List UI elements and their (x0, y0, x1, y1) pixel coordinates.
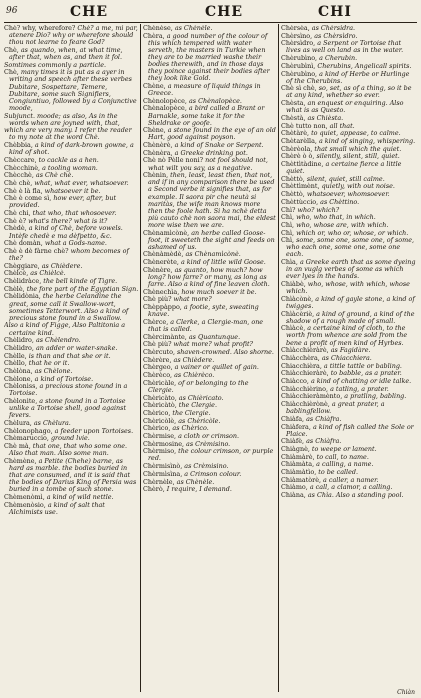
entry-definition: the fore part of the Egyptian Sign. (26, 284, 139, 293)
entry-headword: Chè è là fla, (4, 186, 45, 195)
entry-headword: Chèricòlè, (143, 416, 179, 425)
entry-definition: as quanto, how much? how long? how farre? or many, as long as farre. Also a kind of fine leaven cloth. (148, 265, 270, 288)
entry-headword: Chènèse, (143, 25, 175, 32)
entry-headword: Chèlidràce, (4, 277, 44, 286)
entry-headword: Chì, (281, 236, 297, 245)
entry-definition: what a Gods-name. (44, 239, 107, 248)
entry-definition: that one, that who some one. Also that man. Also some man. (9, 442, 128, 458)
entry-definition: a kind of wild nettle. (46, 492, 114, 501)
entry-headword: Chè nò Pèlle noni? (143, 156, 206, 165)
dictionary-entry (4, 398, 139, 419)
entry-definition: as Chènèle. (176, 477, 215, 486)
entry-headword: Chèlidro, (4, 343, 36, 352)
entry-headword: Chènalopèce, (143, 104, 189, 113)
entry-headword: Chèrmosine, (143, 439, 187, 448)
entry-definition: the herbe Celandine the great, some call it Swallow-wort, sometimes Tetterwort. Also a kind of precious stone found in a Swallow. (9, 292, 129, 322)
dictionary-entry (4, 458, 139, 493)
entry-definition: an adder or water-snake. (35, 343, 118, 352)
entry-headword: Chèrè ò ò, (281, 152, 317, 161)
entry-headword: Chèlè, (4, 284, 27, 293)
entry-headword: Chènolopèce, (143, 96, 189, 105)
entry-headword: Chì, (281, 228, 297, 237)
entry-headword: Chè mà, (4, 442, 33, 451)
dictionary-entry (281, 71, 417, 85)
entry-definition: as Chèrico. (172, 424, 209, 433)
entry-definition: the colour crimson, or purple red. (148, 447, 274, 463)
entry-headword: Chèrubìno, (281, 54, 320, 63)
entry-headword: Chìàcchièràrè, (281, 346, 331, 355)
entry-definition: as Chièdere. (173, 355, 215, 364)
dictionary-entry (281, 259, 417, 280)
entry-definition: as Chièricato. (178, 393, 224, 402)
dictionary-entry (281, 161, 417, 175)
entry-definition: a kind of salt that Alchimists use. (9, 500, 105, 516)
entry-definition: a Clerke, a Clergie-man, one that is called. (148, 317, 264, 333)
entry-headword: Chènèrè, (143, 141, 175, 150)
entry-definition: a Petite (Chehe) barne, as hard as marble. the bodies buried in that are consumed, and it is said that the bodies of Darius King of Persia was buried in a tombe of such stone. (9, 456, 137, 494)
dictionary-entry (143, 304, 276, 318)
entry-definition: a kind of singing, whispering. (318, 136, 416, 145)
entry-headword: Chèricàle, (143, 378, 179, 387)
entry-headword: Chèccare, (4, 155, 39, 164)
entry-headword: Chèstà, (281, 113, 308, 122)
entry-definition: as Chèlendro. (35, 336, 81, 345)
entry-headword: Chèlura, (4, 418, 34, 427)
entry-headword: Chècchinè, (4, 163, 43, 172)
entry-headword: Chèrsìno, (281, 31, 315, 40)
entry-headword: Chiàcchièrònè, (281, 400, 332, 409)
entry-definition: as quando, when, at what time, after that, when as, and then it fol. (9, 45, 123, 61)
entry-definition: as Crèmisino. (184, 462, 229, 471)
dictionary-entry (281, 401, 417, 415)
entry-headword: Chè, (4, 45, 21, 54)
entry-definition: a pratling, babling. (344, 392, 407, 401)
entry-definition: a certaine kind of cloth, to the worth from whence are sold from the bene a profit of men kind of Hyrbes. (286, 324, 408, 347)
column-2 (143, 25, 276, 690)
entry-headword: Chè domàn, (4, 239, 45, 248)
entry-headword: Chèlonite, (4, 397, 40, 406)
entry-headword: Chèrèco, (143, 371, 175, 380)
dictionary-entry (4, 322, 139, 336)
entry-definition: all that. (329, 121, 355, 130)
dictionary-entry (281, 325, 417, 346)
page-header (0, 0, 421, 22)
entry-headword: Chè tutto non, (281, 121, 330, 130)
dictionary-entry (4, 502, 139, 516)
entry-headword: Chè chi, (4, 209, 33, 218)
entry-headword: Chènère, (143, 265, 175, 274)
dictionary-entry (4, 248, 139, 262)
entry-headword: Chèrce, (143, 317, 171, 326)
entry-headword: Chè è come sì, (4, 194, 54, 203)
entry-headword: Chiàcco, (281, 377, 311, 385)
entry-definition: a kind of ground, a kind of the shadow of a rough made of small. (286, 309, 415, 325)
entry-definition: as Chèricòle. (178, 416, 221, 425)
entry-headword: Chì, (281, 213, 297, 222)
dictionary-entry (4, 195, 139, 209)
entry-headword: Chè più? (143, 340, 174, 349)
entry-definition: who, whose are, with which. (296, 220, 389, 229)
entry-headword: Chèmenòmì, (4, 492, 47, 501)
entry-headword: Chèrò, (143, 485, 167, 494)
entry-headword: Chèrsìdro, (281, 39, 318, 48)
entry-headword: Chèmaruccio, (4, 434, 51, 443)
entry-headword: Chèttùccio, (281, 197, 321, 206)
entry-headword: Chèttìmènt, (281, 182, 322, 191)
dictionary-entry (143, 380, 276, 394)
entry-definition: a cloth or crimson. (178, 431, 240, 440)
entry-definition: a call, a clamor, a calling. (309, 483, 393, 492)
entry-definition: whatsoever it be. (44, 186, 101, 195)
entry-headword: Chène, (143, 81, 168, 90)
entry-headword: Chiàgnè, (281, 445, 312, 453)
entry-definition: to quiet, appease, to calme. (311, 129, 401, 138)
entry-definition: a kind of fish called the Sole or Plaice. (286, 422, 414, 438)
entry-headword: Chiàfera, (281, 422, 313, 431)
entry-definition: a measure of liquid things in Greece. (148, 81, 261, 98)
entry-definition: as Chèttino. (320, 197, 360, 206)
running-head-3: CHI (318, 4, 352, 20)
entry-headword: Chèrère, (143, 355, 174, 364)
dictionary-entry (4, 383, 139, 397)
entry-headword: Chèrubìnì, (281, 61, 318, 70)
dictionary-entry (143, 105, 276, 126)
entry-definition: as Chiàfra. (306, 437, 342, 446)
entry-definition: an enquest or enquiring. Also what is as Questo. (286, 99, 404, 115)
dictionary-entry (143, 267, 276, 288)
entry-definition: then, least, least then, that not, and if in any comparison there be used a Second verbe it signifies that, as for example. Il saora pir che neutà si maritàs, the wife man knows more then the foole hath. Si ha nchè detta più cauto chè non saora mai, the eldest more wise then we are. (148, 171, 276, 229)
dictionary-entry (143, 230, 276, 251)
entry-headword: Chèmène, (4, 456, 39, 465)
entry-definition: Somtimes commonly a particle. (4, 60, 107, 69)
entry-headword: Chiàmàrè, (281, 452, 317, 461)
entry-headword: Chè più? (143, 295, 174, 304)
entry-definition: as Chièlcè. (30, 269, 66, 278)
entry-definition: what more? (173, 295, 212, 304)
entry-headword: Chèppàppo, (143, 303, 184, 312)
entry-headword: Chiàfa, (281, 414, 307, 423)
dictionary-entry (143, 33, 276, 83)
entry-headword: Chiàfè, (281, 437, 307, 446)
entry-headword: Chèlle, (4, 351, 29, 360)
entry-headword: Chiàmàta, (281, 460, 317, 469)
catchword: Chiàn (397, 689, 415, 696)
dictionary-entry (143, 319, 276, 333)
entry-definition: that who, that whosoever. (32, 209, 117, 218)
entry-headword: Chiàmàtìo, (281, 468, 319, 477)
column-3 (281, 25, 417, 690)
entry-headword: Chèrgeo, (143, 363, 175, 372)
entry-definition: as Chè chè. (35, 171, 74, 180)
dictionary-entry (281, 85, 417, 99)
entry-headword: Chènàmèdè, (143, 250, 186, 259)
dictionary-entry (281, 281, 417, 295)
entry-definition: to babble, as a prater. (330, 369, 402, 378)
entry-definition: Subjunct. moode; as also, As in the words when are joyned with, that, (4, 111, 120, 127)
entry-definition: a Cherubin. (319, 54, 358, 63)
dictionary-entry (4, 47, 139, 61)
dictionary-entry (4, 443, 139, 457)
entry-headword: Chèloniss, (4, 382, 40, 391)
entry-headword: Chèlonophago, (4, 426, 55, 435)
entry-headword: Chiàcchieràrè, (281, 369, 331, 378)
entry-definition: a tittle tattle or babling. (323, 361, 402, 370)
entry-headword: Chì, (281, 220, 297, 229)
entry-definition: which or, who or, whose, or which. (296, 228, 409, 237)
entry-definition: a kind of Herbe or Hurlinge of the Cherubins. (286, 69, 410, 85)
entry-definition: a Greeke drinking pot. (174, 148, 248, 157)
entry-definition: as Chiàfra. (306, 414, 342, 423)
entry-definition: what, what ever, whatsoever. (34, 178, 129, 187)
entry-definition: Chè? a me, mi par, atenere Dio? why or wherefore should thou not learne to feare God? (9, 25, 138, 47)
entry-headword: Chènèra, (143, 148, 175, 157)
entry-definition: to weepe or lament. (311, 445, 377, 453)
page-number: 96 (6, 6, 18, 16)
entry-definition: as Chènalopèce. (188, 96, 242, 105)
entry-headword: Chiacchièra, (281, 361, 324, 370)
entry-headword: Chèllo, (4, 359, 29, 368)
entry-headword: Chìàcè, (281, 324, 308, 333)
entry-headword: Chè? why, wherefore? (4, 25, 78, 32)
entry-headword: Chènin, (143, 171, 171, 180)
entry-headword: Chèrico, (143, 424, 173, 433)
dictionary-entry (281, 424, 417, 438)
entry-definition: a kind of Tortoise. (34, 374, 94, 383)
entry-headword: Chènerète, (143, 258, 181, 267)
entry-definition: a kind of gayle stone, a kind of twigges. (286, 294, 415, 310)
entry-definition: I require, I demand. (166, 485, 232, 494)
dictionary-entry (143, 486, 276, 493)
entry-headword: Chèrmise, (143, 431, 179, 440)
dictionary-entry (281, 311, 417, 325)
entry-definition: which are very many. I refer the reader to my note at the word Chè. (4, 126, 132, 142)
entry-definition: as Chiacchiera. (321, 353, 372, 362)
entry-definition: as Fagidàre. (330, 346, 371, 355)
dictionary-entry (143, 127, 276, 141)
entry-definition: as Chèrsìdra. (311, 25, 356, 32)
entry-headword: Chèttò, (281, 190, 307, 199)
dictionary-entry (4, 127, 139, 141)
entry-headword: Chèlidònia, (4, 292, 43, 301)
entry-headword: Chìàcèriè, (281, 309, 317, 318)
entry-definition: many times it is put as a ayer in writing and speech after these verbes Dubitare, Sospettare, Temere, Dubitare, some such Signifiers, Congiuntiuo, followed by a Conjunctive moode, (9, 68, 137, 112)
entry-definition: is than and that she or it. (28, 351, 111, 360)
entry-headword: Chiàbè, (281, 280, 308, 289)
entry-definition: a precious stone found in a Tortoise. (9, 382, 128, 398)
entry-definition: a calling, a name. (316, 460, 374, 469)
entry-headword: Chèttò, (281, 174, 307, 183)
entry-definition: as Chèlone. (34, 366, 73, 375)
entry-headword: Chè è? (4, 216, 29, 225)
entry-definition: a certaine fierce a little quiet. (286, 160, 402, 176)
entry-headword: Chèlcè, (4, 269, 31, 278)
header-rule (4, 22, 417, 23)
entry-definition: a tooling woman. (42, 163, 98, 172)
entry-definition: whom becomes of the? (9, 246, 129, 262)
entry-definition: as Chìa. Also a standing pool. (307, 491, 404, 500)
entry-headword: Chìa, (281, 258, 300, 267)
entry-definition: how ever, after, but provided. (9, 194, 117, 210)
entry-definition: a kind of little wild Goose. (180, 258, 266, 267)
entry-definition: as Chièdere. (41, 261, 83, 270)
entry-headword: Chèrcuto, (143, 348, 178, 356)
running-head-2: CHE (205, 4, 244, 20)
entry-headword: Chiàmo, (281, 483, 310, 492)
entry-headword: Chiàcchieràmènto, (281, 392, 345, 401)
entry-definition: the Clergie. (172, 408, 211, 417)
entry-definition: as Quantunque. (188, 332, 241, 341)
entry-definition: a stone found in a Tortoise unlike a Tortoise shell, good against fevers. (9, 397, 127, 420)
entry-headword: Chèttìtàdine, (281, 160, 326, 168)
entry-headword: Chè, (4, 68, 21, 77)
entry-headword: Chèrubìno, (281, 69, 320, 78)
entry-headword: Chèrnèle, (143, 477, 177, 486)
entry-definition: as Chèlura. (33, 418, 71, 427)
entry-definition: as Crèmisino. (186, 439, 231, 448)
entry-definition: silently, silent, still, quiet. (316, 152, 400, 161)
entry-headword: Chiàcchièrino, (281, 384, 331, 393)
entry-definition: a bird called a Brant or Barnakle, some take it for the Sheldrake or goofe. (148, 104, 265, 127)
entry-definition: so, set, as of a thing, so it be at any kind, whether so ever. (286, 84, 412, 100)
entry-definition: as Chènamìcònè. (185, 250, 241, 259)
entry-headword: Chè chè, (4, 178, 35, 187)
entry-definition: a vainer or quillet of gain. (174, 363, 259, 372)
entry-definition: an herbe called Goose-foot, it sweeteth the sight and feeds on ashamed of us. (148, 228, 275, 251)
entry-definition: as Chèrsìdro. (314, 31, 358, 40)
entry-definition: of or belonging to the Clergie. (148, 378, 249, 394)
entry-definition: whatsoever, whomsoever. (306, 190, 390, 199)
dictionary-entry (4, 225, 139, 239)
entry-headword: Chène, (143, 126, 168, 135)
entry-headword: Chèbbia, (4, 141, 35, 150)
entry-headword: Chèsta, (281, 99, 308, 108)
entry-definition: some, some one, some one, of some, who each one, some one, some one each. (286, 236, 415, 259)
dictionary-entry (4, 113, 139, 127)
entry-definition: silent, quiet, still calme. (306, 174, 385, 183)
entry-headword: Chènamìcònè, (143, 228, 192, 237)
entry-definition: a Greeke earth that as some dyeing in an vuglg verbes of some as which ever lyes in the hands. (286, 258, 416, 281)
entry-headword: Chìàcònè, (281, 294, 316, 303)
entry-definition: a great prater, a bablingfellow. (286, 400, 385, 416)
dictionary-entry (281, 296, 417, 310)
entry-definition: a good number of the colour of this which tempered with water serveth, the masters in Turkie when they are to be married washe their bodies therewith, and in those days they poince against their bodies after they look like Gold. (148, 31, 270, 83)
entry-headword: Chètarèlla, (281, 136, 319, 145)
entry-headword: Chèrmisìnò, (143, 462, 185, 471)
column-divider-2 (278, 24, 279, 692)
entry-definition: ground lvie. (50, 434, 90, 443)
entry-definition: a footie, syte, sweating knave. (148, 303, 259, 319)
entry-headword: Chè sì chè, (281, 84, 319, 93)
dictionary-entry (4, 69, 139, 112)
entry-definition: a Crimson colour. (184, 469, 242, 478)
entry-headword: Chècchè, (4, 171, 36, 180)
entry-headword: Chèdè, (4, 224, 29, 233)
entry-definition: not fool should not, what wilt you say, as a negative. (148, 156, 268, 172)
running-head-1: CHE (70, 4, 109, 20)
entry-definition: a feeder upon Tortoises. (54, 426, 134, 435)
entry-definition: a tatling, a prater. (330, 384, 389, 393)
entry-definition: to call, to name. (316, 452, 369, 461)
entry-definition: what more? what profit? (173, 340, 253, 349)
entry-headword: Chiàna, (281, 491, 308, 500)
entry-definition: how much soever it be. (181, 287, 257, 296)
entry-definition: a kind of Chè, before vowels. Intèfe chedè e ma dèfpetto, &c. (9, 224, 123, 240)
entry-definition: that he or it. (28, 359, 70, 368)
entry-definition: who, whose, with which, whose which. (286, 280, 410, 296)
dictionary-entry (143, 172, 276, 229)
entry-definition: a caller, a namer. (323, 475, 379, 484)
entry-definition: as Chènèle. (174, 25, 213, 32)
entry-headword: Chèricàto, (143, 393, 179, 402)
entry-headword: Chèrico, (143, 408, 173, 417)
entry-definition: Also a kind of Figge, Also Paltitonia a certaine kind. (4, 321, 126, 337)
entry-headword: Chèrsèa, (281, 25, 312, 32)
dictionary-entry (143, 448, 276, 462)
entry-headword: Chiàmatòrè, (281, 475, 324, 484)
entry-headword: Chèmenòsio, (4, 500, 48, 509)
entry-headword: Chèlone, (4, 374, 35, 383)
entry-headword: Chèlidro, (4, 336, 36, 345)
entry-definition: to cackle as a hen. (38, 155, 99, 164)
entry-definition: as Chièsta. (307, 113, 344, 122)
entry-definition: the Clergie. (178, 401, 217, 410)
dictionary-entry (143, 157, 276, 171)
entry-headword: Chèrèola, (281, 144, 315, 153)
dictionary-entry (281, 100, 417, 114)
entry-headword: Chèricàtò, (143, 401, 179, 410)
entry-definition: a kind of Snake or Serpent. (174, 141, 264, 150)
entry-headword: Chètàrè, (281, 129, 312, 138)
entry-definition: the bell kinde of Tigre. (43, 277, 118, 286)
dictionary-entry (281, 492, 417, 499)
entry-headword: Chèra, (143, 31, 167, 40)
entry-definition: a kind of chatting or idle talke. (310, 377, 412, 385)
entry-definition: a kind of dark-brown gowne, a kind of shot. (9, 141, 134, 157)
entry-headword: Chèrcimànte, (143, 332, 189, 341)
entry-definition: to be called. (318, 468, 358, 477)
entry-headword: Chì? (281, 205, 298, 214)
entry-definition: who, who that, in which. (296, 213, 376, 222)
entry-headword: Chènechìa, (143, 287, 182, 296)
entry-definition: as Chièrèco. (174, 371, 215, 380)
entry-definition: a Serpent or Tortoise that lives as well on land as in the water. (286, 39, 404, 55)
entry-definition: shaven-crowned. Also shorne. (177, 348, 274, 356)
dictionary-entry (281, 237, 417, 258)
dictionary-entry (143, 83, 276, 97)
entry-headword: Chèrmìsìna, (143, 469, 185, 478)
entry-definition: what's there? what is it? (28, 216, 108, 225)
entry-definition: Cherubins, Angelicall spirits. (317, 61, 412, 70)
entry-headword: Chèlòna, (4, 366, 35, 375)
dictionary-entry (4, 25, 139, 46)
entry-headword: Chèggiare, (4, 261, 42, 270)
dictionary-entry (281, 40, 417, 54)
entry-headword: Chèrmiso, (143, 447, 179, 456)
entry-definition: quietly, with out noise. (321, 182, 395, 191)
column-1 (4, 25, 139, 690)
column-divider-1 (140, 24, 141, 692)
entry-headword: Chè è dè fàrne chè? (4, 246, 71, 255)
entry-definition: who? which? (297, 205, 340, 214)
entry-definition: that small which the quiet. (314, 144, 402, 153)
dictionary-entry (4, 142, 139, 156)
entry-definition: a stone found in the eye of an old Hart, good against poyson. (148, 126, 276, 142)
entry-headword: Chiàcchèra, (281, 353, 322, 362)
dictionary-entry (4, 293, 139, 321)
